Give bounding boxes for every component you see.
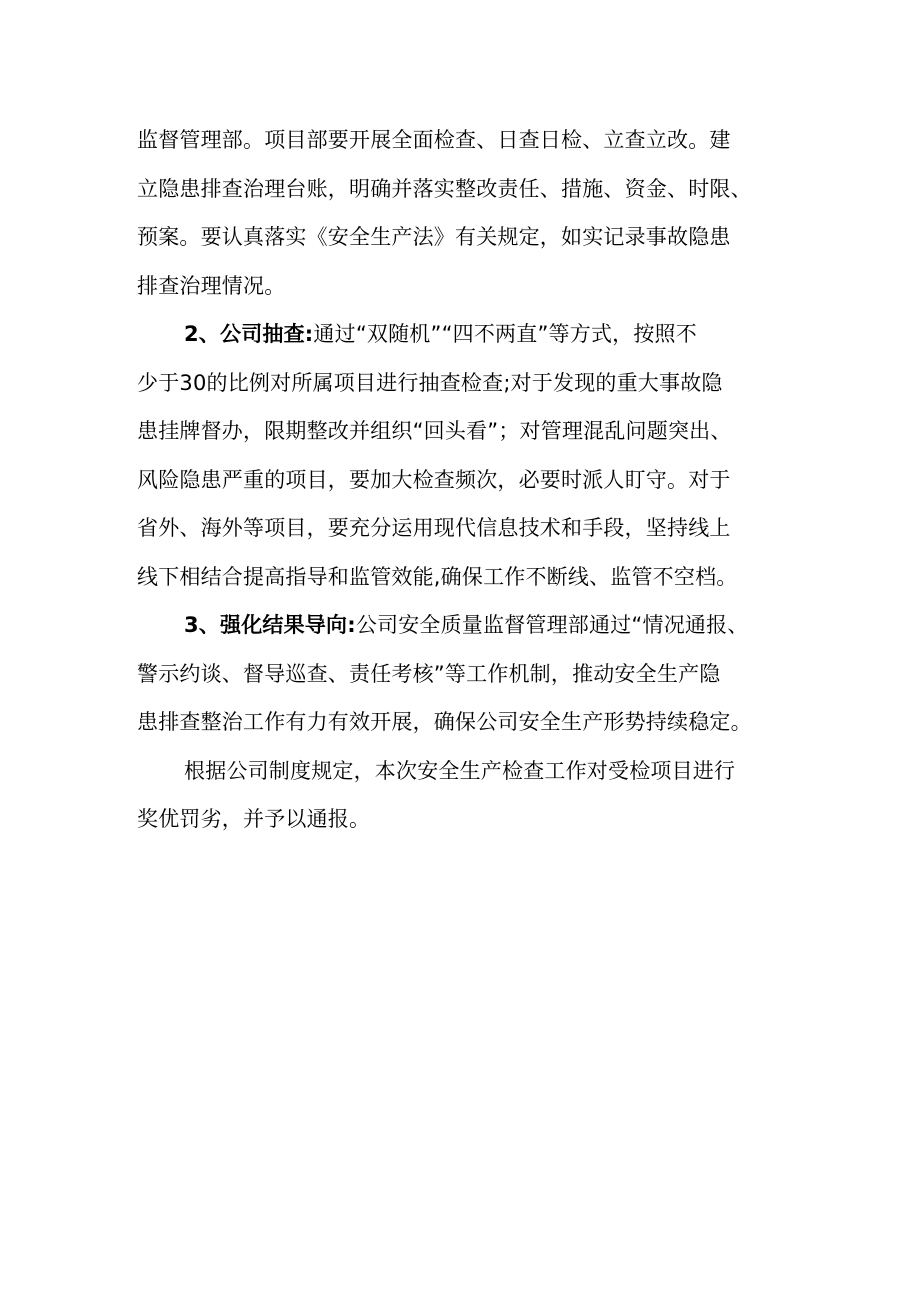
text-line: 预案。要认真落实《安全生产法》有关规定，如实记录事故隐患 xyxy=(137,225,731,249)
text-line: 奖优罚劣，并予以通报。 xyxy=(137,807,371,831)
paragraph-company-spot-check xyxy=(137,318,797,609)
text-line: 排查治理情况。 xyxy=(137,273,286,298)
text-line xyxy=(137,609,797,658)
section-heading: 3、强化结果导向: xyxy=(184,613,356,637)
text-line: 患挂牌督办，限期整改并组织“回头看”；对管理混乱问题突出、 xyxy=(137,419,732,443)
text-line: 警示约谈、督导巡查、责任考核”等工作机制，推动安全生产隐 xyxy=(137,661,721,686)
text-line: 少于30的比例对所属项目进行抽查检查;对于发现的重大事故隐 xyxy=(137,370,723,395)
text-line: 监督管理部。项目部要开展全面检查、日查日检、立查立改。建 xyxy=(137,128,731,152)
document-body xyxy=(137,124,797,852)
paragraph-inspection-requirements xyxy=(137,124,797,318)
text-segment: 通过“双随机”“四不两直”等方式，按照不 xyxy=(313,322,697,346)
text-line: 风险隐患严重的项目，要加大检查频次，必要时派人盯守。对于 xyxy=(137,467,731,492)
text-line: 线下相结合提高指导和监管效能,确保工作不断线、监管不空档。 xyxy=(137,564,738,589)
text-line: 立隐患排查治理台账，明确并落实整改责任、措施、资金、时限、 xyxy=(137,176,752,201)
text-line: 患排查整治工作有力有效开展，确保公司安全生产形势持续稳定。 xyxy=(137,710,752,734)
text-segment: 公司安全质量监督管理部通过“情况通报、 xyxy=(355,613,749,637)
text-line: 根据公司制度规定，本次安全生产检查工作对受检项目进行 xyxy=(184,758,736,783)
paragraph-result-orientation xyxy=(137,609,797,755)
section-heading: 2、公司抽查: xyxy=(184,322,314,346)
paragraph-rewards-penalties xyxy=(137,755,797,852)
text-line: 省外、海外等项目，要充分运用现代信息技术和手段，坚持线上 xyxy=(137,516,731,540)
text-line xyxy=(137,318,797,367)
